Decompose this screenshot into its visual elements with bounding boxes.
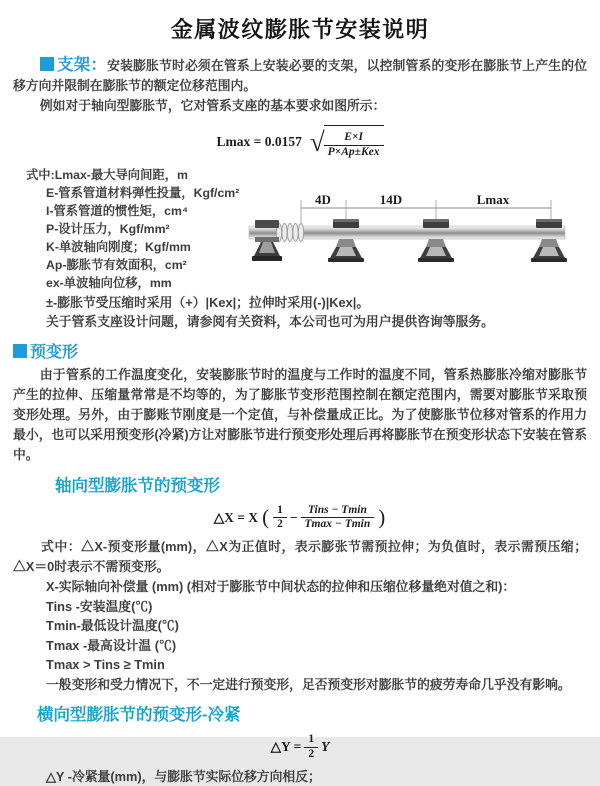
list-item: Tmax > Tins ≥ Tmin bbox=[46, 657, 165, 673]
close-paren: ) bbox=[378, 505, 386, 530]
anchor-support bbox=[252, 220, 282, 261]
predeform-heading-label: 预变形 bbox=[30, 343, 79, 361]
support-intro-text: 安装膨胀节时必须在管系上安装必要的支架，以控制管系的变形在膨胀节上产生的位移方向并限制在膨胀节的额定位移范围内。 bbox=[13, 58, 588, 93]
formula-lateral-half bbox=[304, 733, 318, 762]
list-item: Tmin-最低设计温度(℃) bbox=[46, 618, 179, 634]
formula-lmax-numerator: E×I bbox=[344, 131, 363, 143]
list-item: 一般变形和受力情况下，不一定进行预变形，足否预变形对膨胀节的疲劳寿命几乎没有影响。 bbox=[46, 676, 571, 692]
axial-subheading: 轴向型膨胀节的预变形 bbox=[55, 476, 220, 495]
predeform-paragraph: 由于管系的工作温度变化，安装膨胀节时的温度与工作时的温度不同，管系热膨胀冷缩对膨胀节产生的拉伸、压缩量常常是不均等的，为了膨胀节变形范围控制在额定范围内，需要对膨胀节采取预变形处理。另外，由于膨账节刚度是一个定值，与补偿量成正比。为了使膨胀节位移对管系的作用力最小，也可以采用预变形(冷紧)方让对膨胀节进行预变形处理后再将膨胀节在预变形状态下安装在管系中。 bbox=[13, 366, 587, 462]
dimension-label-14d: 14D bbox=[379, 191, 403, 207]
formula-lmax-denominator: P×Ap±Kex bbox=[324, 145, 384, 160]
dimension-label-lmax: Lmax bbox=[476, 191, 510, 207]
dimension-label-4d: 4D bbox=[315, 191, 331, 207]
guide-support bbox=[328, 219, 364, 262]
formula-lateral-lhs: △Y = bbox=[270, 739, 302, 755]
guide-support bbox=[531, 219, 567, 262]
definition-item: E-管系管道材料弹性投量，Kgf/cm² bbox=[46, 185, 240, 200]
radical-body bbox=[324, 125, 384, 160]
support-intro-paragraph bbox=[13, 55, 587, 96]
page-title: 金属波纹膨胀节安装说明 bbox=[170, 17, 430, 42]
predeform-section-heading bbox=[13, 339, 587, 362]
support-section-heading bbox=[40, 56, 107, 74]
pm-note: ±-膨胀节受压缩时采用（+）|Kex|；拉伸时采用(-)|Kex|。 bbox=[46, 294, 370, 310]
minus-operator: − bbox=[289, 509, 298, 525]
definition-item: I-管系管道的惯性矩，cm⁴ bbox=[46, 203, 189, 218]
half-numerator: 1 bbox=[308, 733, 315, 746]
diagram-svg bbox=[249, 192, 571, 272]
temp-numerator: Tins − Tmin bbox=[307, 503, 367, 516]
list-item: Tins -安装温度(℃) bbox=[46, 598, 153, 614]
list-item: X-实际轴向补偿量 (mm) (相对于膨胀节中间状态的拉伸和压缩位移量绝对值之和)： bbox=[46, 579, 516, 595]
definition-item: ex-单波轴向位移，mm bbox=[46, 275, 172, 290]
formula-axial-lhs: △X = X bbox=[213, 509, 259, 525]
section-marker-icon bbox=[40, 57, 54, 71]
lateral-subheading: 横向型膨胀节的预变形-冷紧 bbox=[37, 706, 241, 725]
formula-axial bbox=[13, 504, 587, 533]
half-denominator: 2 bbox=[273, 517, 287, 532]
lateral-note: △Y -冷紧量(mm)，与膨胀节实际位移方向相反； bbox=[46, 768, 321, 784]
formula-lateral bbox=[13, 733, 587, 762]
radical-sign: √ bbox=[309, 127, 325, 158]
open-paren: ( bbox=[262, 505, 270, 530]
formula-axial-temp-fraction bbox=[301, 504, 375, 533]
formula-lmax bbox=[13, 125, 587, 160]
axial-explain: 式中：△X-预变形量(mm)，△X为正值时，表示膨张节需预拉伸；为负值时，表示需预压缩；△X＝0时表示不需预变形。 bbox=[13, 539, 587, 575]
formula-axial-half bbox=[273, 504, 287, 533]
definition-item: P-设计压力，Kgf/mm² bbox=[46, 221, 170, 236]
guide-support bbox=[418, 219, 454, 262]
definition-item: K-单波轴向刚度；Kgf/mm bbox=[46, 239, 191, 254]
definitions-and-diagram bbox=[13, 166, 587, 293]
pipe-support-spacing-diagram bbox=[249, 192, 571, 272]
bellows-icon bbox=[276, 223, 303, 241]
half-denominator: 2 bbox=[304, 747, 318, 762]
axial-items-list bbox=[13, 577, 587, 694]
definition-item: Ap-膨胀节有效面积，cm² bbox=[46, 257, 187, 272]
half-numerator: 1 bbox=[277, 503, 283, 516]
definition-item: 式中:Lmax-最大导向间距，m bbox=[26, 167, 188, 182]
temp-denominator: Tmax − Tmin bbox=[301, 517, 375, 532]
service-note: 关于管系支座设计问题，请参阅有关资料，本公司也可为用户提供咨询等服务。 bbox=[46, 314, 494, 330]
section-marker-icon bbox=[13, 344, 27, 358]
formula-lmax-lhs: Lmax = 0.0157 bbox=[216, 134, 302, 150]
formula-lateral-rhs: Y bbox=[321, 739, 330, 755]
support-heading-label: 支架： bbox=[56, 56, 108, 74]
support-example-text: 例如对于轴向型膨胀节，它对管系支座的基本要求如图所示： bbox=[39, 98, 386, 113]
list-item: Tmax -最高设计温 (℃) bbox=[46, 637, 177, 653]
